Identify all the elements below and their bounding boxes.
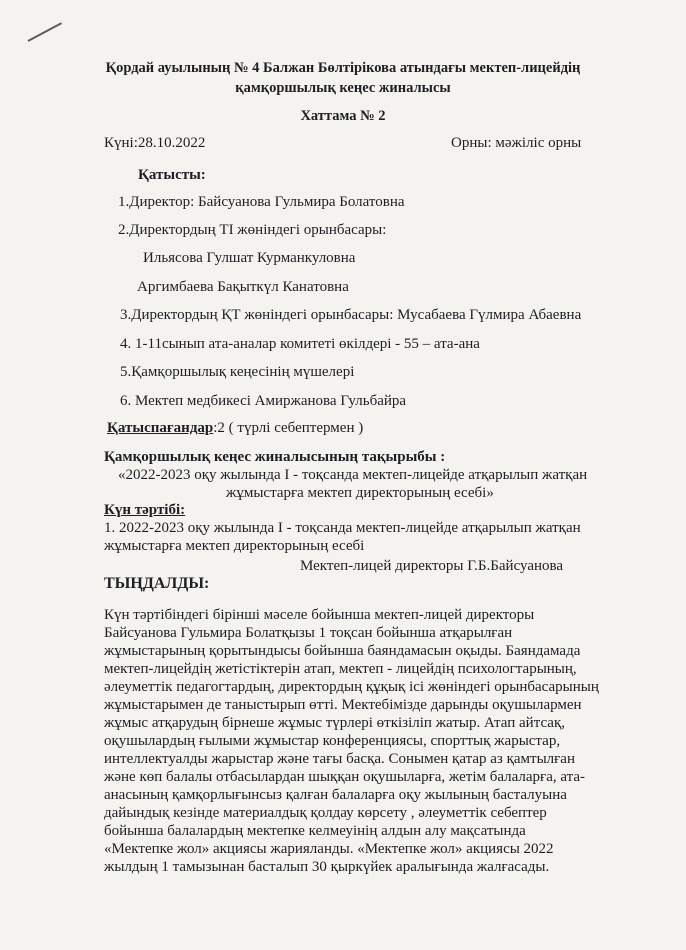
paragraph-line: мектеп-лицейдің жетістіктерін атап, мектеп - лицейдің психологтарының, [104,661,577,677]
paragraph-line: жылдың 1 тамызынан басталып 30 қыркүйек аралығында жалғасады. [104,859,550,875]
attendee-item: 4. 1-11сынып ата-аналар комитеті өкілдері - 55 – ата-ана [120,336,480,352]
attendee-item: 3.Директордың ҚТ жөніндегі орынбасары: Мусабаева Гүлмира Абаевна [120,307,582,323]
listened-heading: ТЫҢДАЛДЫ: [104,575,210,592]
attendee-item: 6. Мектеп медбикесі Амиржанова Гульбайра [120,393,407,409]
topic-line1: «2022-2023 оқу жылында І - тоқсанда мектеп-лицейде атқарылып жатқан [118,467,588,483]
paragraph-line: әлеуметтік педагогтардың, директордың құқық ісі жөніндегі орынбасарының [104,679,599,695]
paragraph-line: интеллектуалды жарыстар және тағы басқа. Сонымен қатар аз қамтылған [104,751,575,767]
attendee-item: 5.Қамқоршылық кеңесінің мүшелері [120,364,355,380]
topic-heading: Қамқоршылық кеңес жиналысының тақырыбы : [104,449,446,465]
listened-paragraph [104,606,624,876]
agenda-line1: 1. 2022-2023 оқу жылында І - тоқсанда мектеп-лицейде атқарылып жатқан [104,520,581,536]
agenda-line2: жұмыстарға мектеп директорының есебі [104,538,365,554]
paragraph-line: «Мектепке жол» акциясы жарияланды. «Мектепке жол» акциясы 2022 [104,841,554,857]
meeting-date: Күні:28.10.2022 [104,135,206,151]
paragraph-line: және көп балалы отбасылардан шыққан оқушыларға, жетім балаларға, ата- [104,769,586,785]
paragraph-line: жұмыс атқарудың бірнеше жұмыс түрлері өткізіліп жатыр. Атап айтсақ, [104,715,565,731]
topic-line2: жұмыстарға мектеп директорының есебі» [226,485,494,501]
absent-label: Қатыспағандар [107,420,214,436]
paragraph-line: жұмыстарының қорытындысы бойынша баяндамасын оқыды. Баяндамада [104,643,581,659]
paragraph-line: анасының қамқорлығынсыз қалған балаларға оқу жылының басталуына [104,787,567,803]
document-title-line2: қамқоршылық кеңес жиналысы [235,80,451,96]
attendee-item: 1.Директор: Байсуанова Гульмира Болатовна [118,194,405,210]
absent-value: :2 ( түрлі себептермен ) [213,420,364,436]
paragraph-line: оқушылардың ғылыми жұмыстар конференциясы, спорттық жарыстар, [104,733,561,749]
pen-mark [28,22,62,42]
absent-row [107,419,363,438]
attendee-item: 2.Директордың ТІ жөніндегі орынбасары: [118,222,387,238]
attendee-item: Аргимбаева Бақыткүл Канатовна [137,279,349,295]
paragraph-line: дайындық кезінде материалдық қолдау көрсету , әлеуметтік себептер [104,805,547,821]
paragraph-line: Күн тәртібіндегі бірінші мәселе бойынша мектеп-лицей директоры [104,607,535,623]
paragraph-line: Байсуанова Гульмира Болатқызы 1 тоқсан бойынша атқарылған [104,625,513,641]
agenda-speaker: Мектеп-лицей директоры Г.Б.Байсуанова [300,558,564,574]
attendee-item: Ильясова Гулшат Курманкуловна [143,250,356,266]
paragraph-line: жұмыстарымен де таныстырып өтті. Мектебімізде дарынды оқушылармен [104,697,582,713]
protocol-number: Хаттама № 2 [300,108,386,124]
document-title-line1: Қордай ауылының № 4 Балжан Бөлтірікова атындағы мектеп-лицейдің [105,60,581,76]
paragraph-line: бойынша балалардың мектепке келмеуінің алдын алу мақсатында [104,823,526,839]
agenda-heading: Күн тәртібі: [104,502,186,518]
attendees-heading: Қатысты: [138,167,206,183]
meeting-place: Орны: мәжіліс орны [451,135,582,151]
